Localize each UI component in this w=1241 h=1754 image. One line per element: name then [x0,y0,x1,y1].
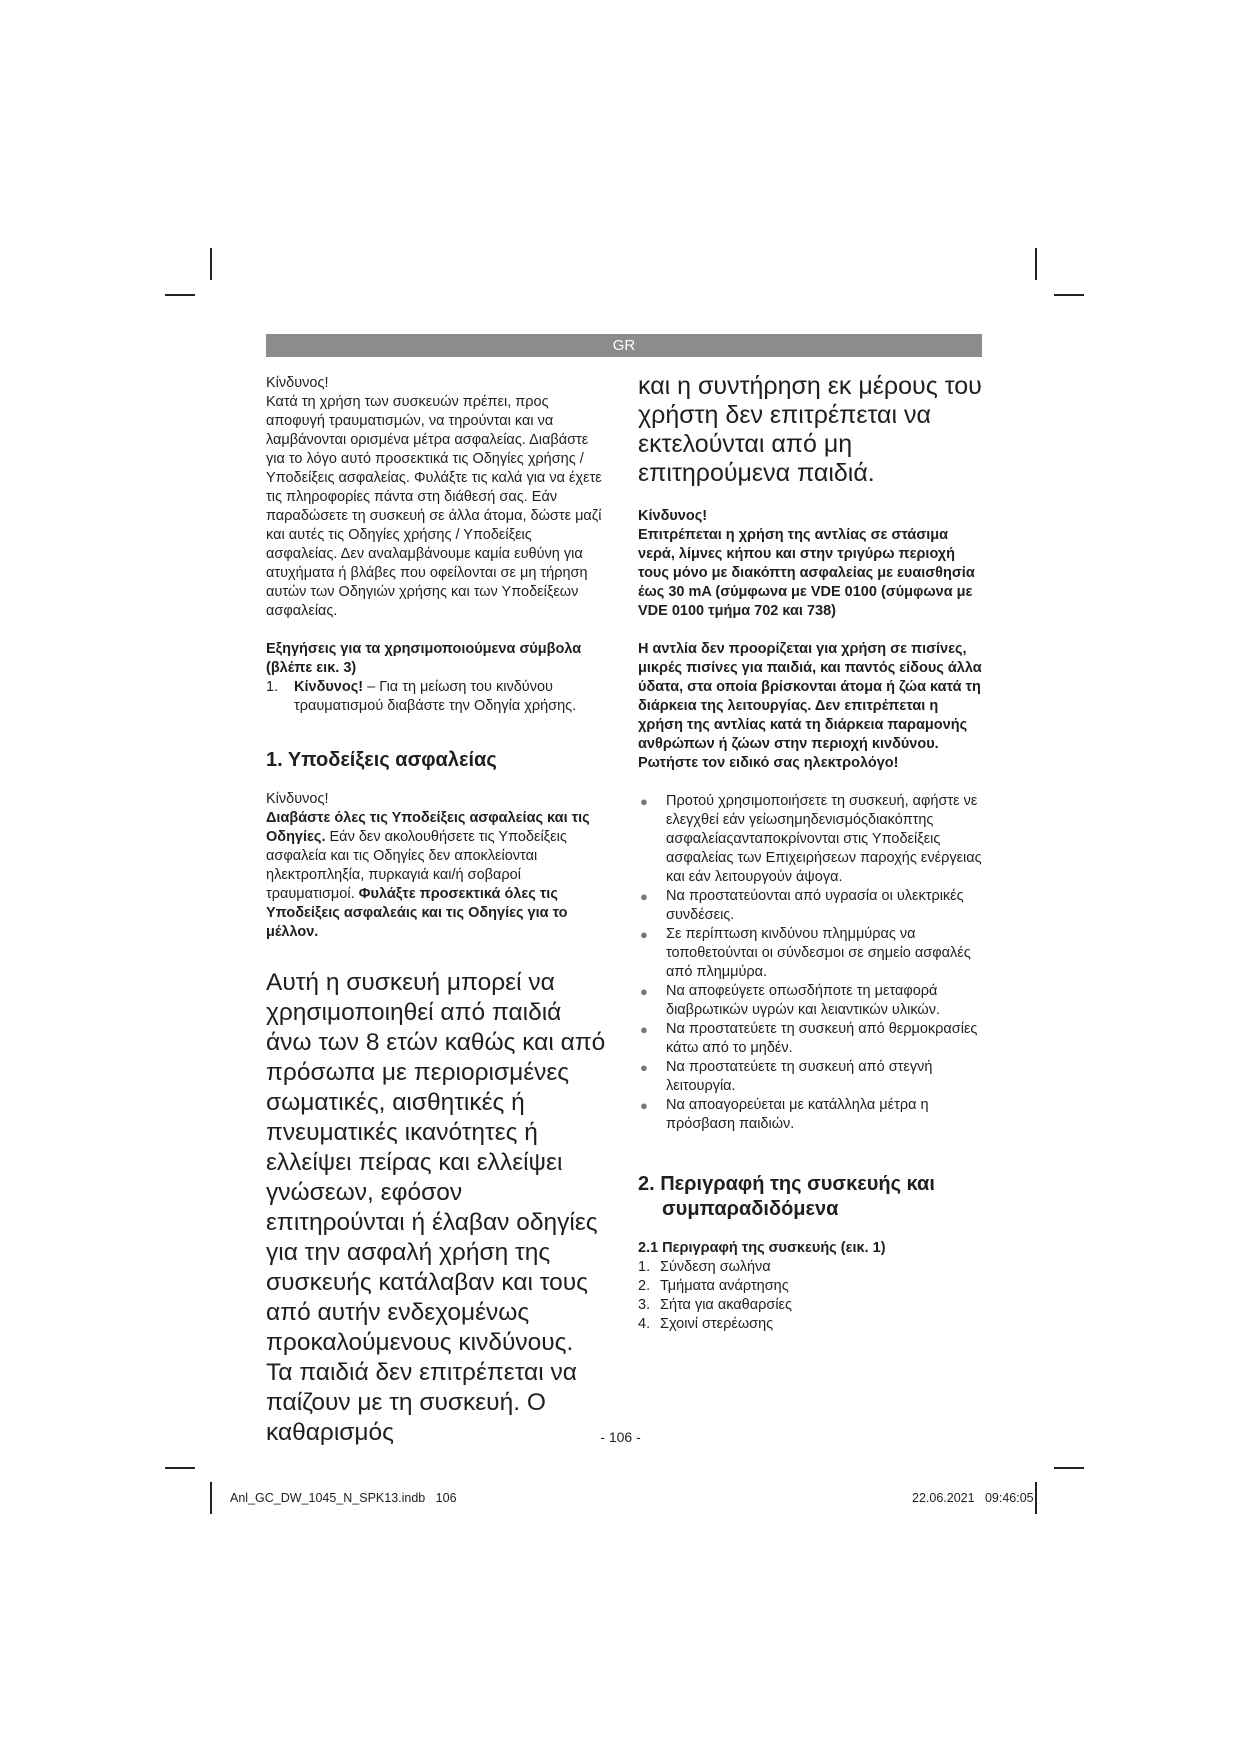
danger-title: Κίνδυνος! [266,375,329,391]
list-item-bold: Κίνδυνος! [294,679,364,695]
file-name: Anl_GC_DW_1045_N_SPK13.indb 106 [230,1491,457,1505]
danger-paragraph [266,809,606,942]
list-item-text: Σε περίπτωση κινδύνου πλημμύρας να τοποθετούνται οι σύνδεσμοι σε σημείο ασφαλές από πλημμύρα. [666,926,971,980]
crop-mark-top-right-h [1054,294,1084,296]
section-heading: 2. Περιγραφή της συσκευής και συμπαραδιδόμενα [638,1173,935,1220]
bullet-icon: ● [640,927,648,942]
bullet-icon: ● [640,1098,648,1113]
parts-list [638,1258,982,1334]
list-item [638,1096,982,1134]
bullet-icon: ● [640,984,648,999]
body-text: Εάν δεν ακολουθήσετε τις Υποδείξεις ασφαλεία και τις Οδηγίες δεν αποκλείονται ηλεκτροπληξία, πυρκαγιά και/ή σοβαροί τραυματισμοί. [266,829,567,902]
list-item [638,1315,982,1334]
list-item [266,678,606,716]
list-item [638,887,982,925]
symbols-list [266,678,606,716]
bullet-icon: ● [640,1060,648,1075]
list-item [638,982,982,1020]
list-item-number: 2. [638,1278,651,1294]
list-item [638,925,982,982]
list-item-text: Σύνδεση σωλήνα [660,1259,771,1275]
bold-text: Φυλάξτε προσεκτικά όλες τις Υποδείξεις ασφαλεάις και τις Οδηγίες για το μέλλον. [266,886,568,940]
crop-mark-bottom-right [1035,1482,1037,1514]
subsection-heading: 2.1 Περιγραφή της συσκευής (εικ. 1) [638,1240,886,1256]
list-item [638,1277,982,1296]
print-datetime: 22.06.2021 09:46:05 [912,1491,1034,1505]
list-item [638,1296,982,1315]
list-item-number: 4. [638,1316,651,1332]
bullet-list [638,792,982,1134]
crop-mark-top-left-h [165,294,195,296]
language-code: GR [612,337,636,354]
symbols-title: Εξηγήσεις για τα χρησιμοποιούμενα σύμβολα (βλέπε εικ. 3) [266,641,582,676]
crop-mark-bottom-right-h [1054,1467,1084,1469]
list-item-number: 3. [638,1297,651,1313]
list-item-text: – Για τη μείωση του κινδύνου τραυματισμού διαβάστε την Οδηγία χρήσης. [294,679,577,714]
list-item-number: 1. [266,679,279,695]
pool-warning: Η αντλία δεν προορίζεται για χρήση σε πισίνες, μικρές πισίνες για παιδιά, και παντός είδους άλλα ύδατα, στα οποία βρίσκονται άτομα ή ζώα κατά τη διάρκεια της λειτουργίας. Δεν επιτρέπεται η χρήση της αντλίας κατά τη διάρκεια παραμονής ανθρώπων ή ζώων στην περιοχή κινδύνου. Ρωτήστε τον ειδικό σας ηλεκτρολόγο! [638,641,982,771]
left-column [266,374,606,1448]
crop-mark-bottom-left-h [165,1467,195,1469]
list-item [638,1058,982,1096]
list-item-text: Τμήματα ανάρτησης [660,1278,789,1294]
page-number: - 106 - [600,1429,641,1445]
language-header-bar [266,334,982,357]
list-item-text: Να προστατεύετε τη συσκευή από θερμοκρασίες κάτω από το μηδέν. [666,1021,978,1056]
bullet-icon: ● [640,794,648,809]
list-item [638,1020,982,1058]
large-print-text: Αυτή η συσκευή μπορεί να χρησιμοποιηθεί από παιδιά άνω των 8 ετών καθώς και από πρόσωπα με περιορισμένες σωματικές, αισθητικές ή πνευματικές ικανότητες ή ελλείψει πείρας και ελλείψει γνώσεων, εφόσον επιτηρούνται ή έλαβαν οδηγίες για την ασφαλή χρήση της συσκευής κατάλαβαν και τους από αυτήν ενδεχομένως προκαλούμενους κινδύνους. Τα παιδιά δεν επιτρέπεται να παίζουν με τη συσκευή. Ο καθαρισμός [266,969,606,1446]
list-item [638,1258,982,1277]
list-item-text: Σήτα για ακαθαρσίες [660,1297,793,1313]
list-item-text: Να προστατεύονται από υγρασία οι υλεκτρικές συνδέσεις. [666,888,964,923]
crop-mark-top-right [1035,248,1037,280]
list-item-text: Προτού χρησιμοποιήσετε τη συσκευή, αφήστε νε ελεγχθεί εάν γείωσημηδενισμόςδιακόπτης ασφαλείαςανταποκρίνονται στις Υποδείξεις ασφαλείας των Επιχειρήσεων παροχής ενέργειας και εάν λειτουργούν άψογα. [666,793,982,885]
list-item-number: 1. [638,1259,651,1275]
danger-paragraph: Κατά τη χρήση των συσκευών πρέπει, προς αποφυγή τραυματισμών, να τηρούνται και να λαμβάνονται ορισμένα μέτρα ασφαλείας. Διαβάστε για το λόγο αυτό προσεκτικά τις Οδηγίες χρήσης / Υποδείξεις ασφαλείας. Φυλάξτε τις καλά για να έχετε τις πληροφορίες πάντα στη διάθεσή σας. Εάν παραδώσετε τη συσκευή σε άλλα άτομα, δώστε μαζί και αυτές τις Οδηγίες χρήσης / Υποδείξεις ασφαλείας. Δεν αναλαμβάνουμε καμία ευθύνη για ατυχήματα ή βλάβες που οφείλονται σε μη τήρηση αυτών των Οδηγιών χρήσης και των Υποδείξεων ασφαλείας. [266,394,602,619]
list-item-text: Να αποφεύγετε οπωσδήποτε τη μεταφορά διαβρωτικών υγρών και λειαντικών υλικών. [666,983,940,1018]
danger-title: Κίνδυνος! [266,791,329,807]
list-item-text: Να αποαγορεύεται με κατάλληλα μέτρα η πρόσβαση παιδιών. [666,1097,929,1132]
crop-mark-top-left [210,248,212,280]
list-item-text: Σχοινί στερέωσης [660,1316,774,1332]
large-print-text: και η συντήρηση εκ μέρους του χρήστη δεν επιτρέπεται να εκτελούνται από μη επιτηρούμενα παιδιά. [638,372,982,487]
bold-text: Διαβάστε όλες τις Υποδείξεις ασφαλείας και τις Οδηγίες. [266,810,590,845]
danger-paragraph: Επιτρέπεται η χρήση της αντλίας σε στάσιμα νερά, λίμνες κήπου και στην τριγύρω περιοχή τους μόνο με διακόπτη ασφαλείας με ευαισθησία έως 30 mA (σύμφωνα με VDE 0100 (σύμφωνα με VDE 0100 τμήμα 702 και 738) [638,527,975,619]
section-heading: 1. Υποδείξεις ασφαλείας [266,749,497,771]
list-item-text: Να προστατεύετε τη συσκευή από στεγνή λειτουργία. [666,1059,933,1094]
danger-title: Κίνδυνος! [638,508,708,524]
right-column [638,372,982,1334]
bullet-icon: ● [640,1022,648,1037]
list-item [638,792,982,887]
bullet-icon: ● [640,889,648,904]
crop-mark-bottom-left [210,1482,212,1514]
